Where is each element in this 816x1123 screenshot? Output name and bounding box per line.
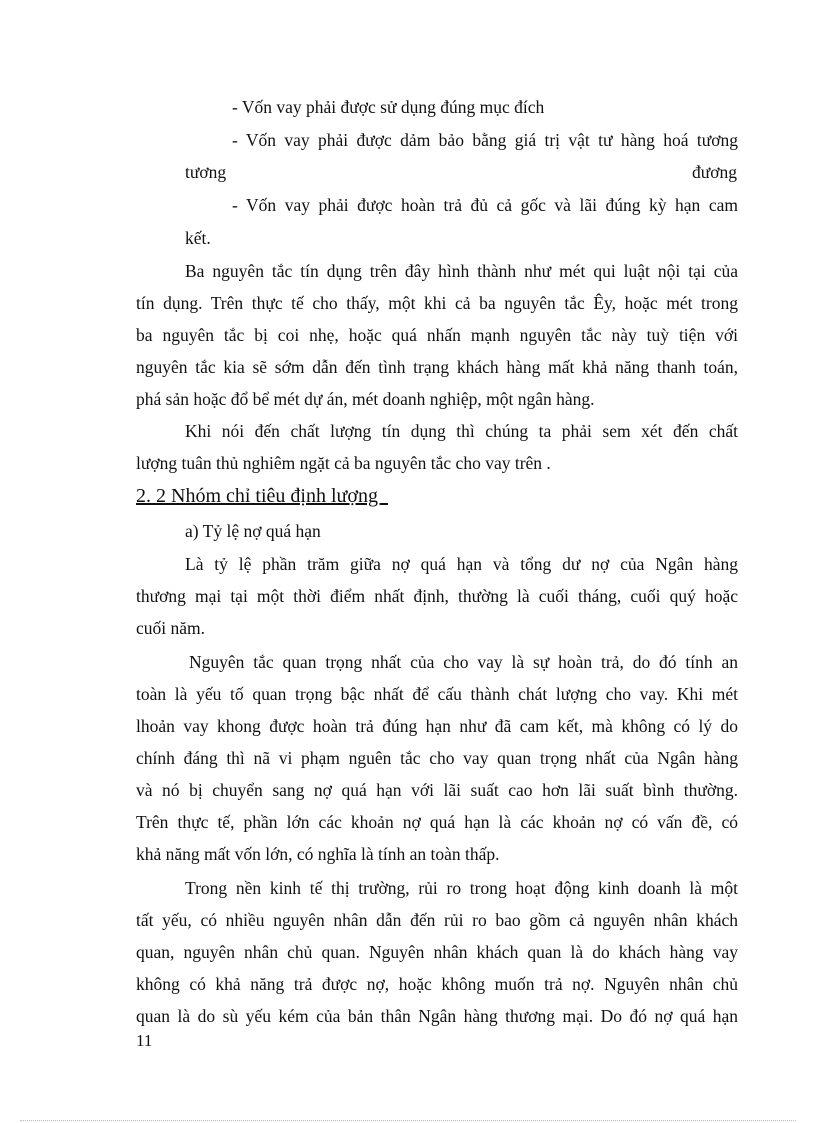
page-number: 11 [136,1031,153,1050]
paragraph-line: chính đáng thì nã vi phạm nguên tắc cho vay quan trọng nhất của Ngân hàng [136,748,738,768]
bullet-line-2: - Vốn vay phải được dảm bảo bằng giá trị vật tư hàng hoá tương [232,130,738,150]
bullet-line-3: - Vốn vay phải được hoàn trả đủ cả gốc và lãi đúng kỳ hạn cam [232,195,738,215]
paragraph-line: và nó bị chuyển sang nợ quá hạn với lãi suất cao hơn lãi suất bình thường. [136,780,738,800]
paragraph-line: cuối năm. [136,618,206,638]
paragraph-line: thương mại tại một thời điểm nhất định, thường là cuối tháng, cuối quý hoặc [136,586,738,606]
paragraph-line: lhoản vay khong được hoàn trả đúng hạn như đã cam kết, mà không có lý do [136,716,738,736]
paragraph-line: Ba nguyên tắc tín dụng trên đây hình thành như mét qui luật nội tại của [185,261,738,281]
section-heading: 2. 2 Nhóm chỉ tiêu định lượng [136,485,388,507]
paragraph-line: ba nguyên tắc bị coi nhẹ, hoặc quá nhấn mạnh nguyên tắc này tuỳ tiện với [136,325,738,345]
text-line-duong: đương [692,162,737,182]
paragraph-line: quan là do sù yếu kém của bản thân Ngân hàng thương mại. Do đó nợ quá hạn [136,1006,738,1026]
text-line: kết. [185,228,211,248]
paragraph-line: Trong nền kinh tế thị trường, rủi ro trong hoạt động kinh doanh là một [185,878,738,898]
paragraph-line: quan, nguyên nhân chủ quan. Nguyên nhân khách quan là do khách hàng vay [136,942,738,962]
paragraph-line: phá sản hoặc đổ bể mét dự án, mét doanh nghiệp, một ngân hàng. [136,389,595,409]
paragraph-line: tất yếu, có nhiều nguyên nhân dẫn đến rủi ro bao gồm cả nguyên nhân khách [136,910,738,930]
paragraph-line: nguyên tắc kia sẽ sớm dẫn đến tình trạng khách hàng mất khả năng thanh toán, [136,357,738,377]
page-border-divider [20,1120,796,1121]
paragraph-line: Khi nói đến chất lượng tín dụng thì chúng ta phải sem xét đến chất [185,421,738,441]
paragraph-line: khả năng mất vốn lớn, có nghĩa là tính an toàn thấp. [136,844,500,864]
paragraph-line: toàn là yếu tố quan trọng bậc nhất để cấu thành chát lượng cho vay. Khi mét [136,684,738,704]
paragraph-line: không có khả năng trả được nợ, hoặc không muốn trả nợ. Nguyên nhân chủ [136,974,738,994]
bullet-line-1: - Vốn vay phải được sử dụng đúng mục đích [232,97,545,117]
paragraph-line: Là tỷ lệ phần trăm giữa nợ quá hạn và tổng dư nợ của Ngân hàng [185,554,738,574]
paragraph-line: Trên thực tế, phần lớn các khoản nợ quá hạn là các khoản nợ có vấn đề, có [136,812,738,832]
paragraph-line: tín dụng. Trên thực tế cho thấy, một khi cả ba nguyên tắc Êy, hoặc mét trong [136,293,738,313]
subsection-title: a) Tỷ lệ nợ quá hạn [185,521,321,541]
text-line-tuong: tương [185,162,227,182]
paragraph-line: lượng tuân thủ nghiêm ngặt cả ba nguyên tắc cho vay trên . [136,453,551,473]
paragraph-line: Nguyên tắc quan trọng nhất của cho vay là sự hoàn trả, do đó tính an [189,652,738,672]
